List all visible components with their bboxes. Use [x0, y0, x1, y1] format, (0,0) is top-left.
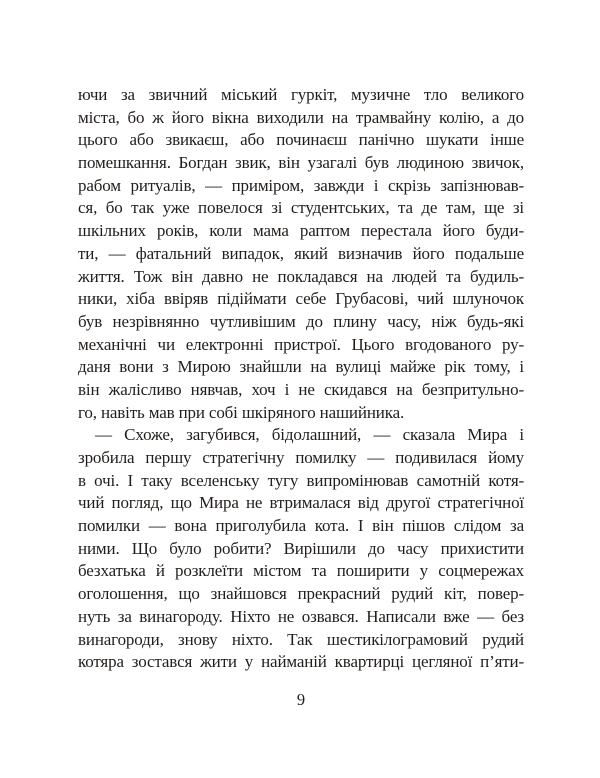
- text-line: нуть за винагороду. Ніхто не озвався. Написали вже — без: [78, 606, 524, 626]
- text-line: оголошення, що знайшовся прекрасний рудий кіт, повер-: [78, 584, 524, 604]
- text-line: го, навіть мав при собі шкіряного нашийника.: [78, 402, 405, 422]
- text-line: цього або звикаєш, або починаєш панічно шукати інше: [78, 130, 524, 150]
- paragraph: [78, 84, 524, 424]
- text-line: ними. Що було робити? Вирішили до часу прихистити: [78, 538, 524, 558]
- text-line: був незрівнянно чутливішим до плину часу, ніж будь-які: [78, 311, 524, 331]
- text-line: ючи за звичний міський гуркіт, музичне тло великого: [78, 85, 524, 104]
- text-line: механічні чи електронні пристрої. Цього вгодованого ру-: [78, 334, 524, 354]
- text-line: чий погляд, що Мира не втрималася від другої стратегічної: [78, 493, 524, 513]
- text-line: життя. Тож він давно не покладався на людей та будиль-: [78, 266, 524, 286]
- paragraph: [78, 424, 524, 674]
- text-line: міста, бо ж його вікна виходили на трамвайну колію, а до: [78, 107, 524, 127]
- text-line: ся, бо так уже повелося зі студентських, та де там, ще зі: [78, 198, 524, 218]
- text-line: ники, хіба ввіряв підіймати себе Грубасові, чий шлуночок: [78, 289, 524, 309]
- text-line: ти, — фатальний випадок, який визначив його подальше: [78, 243, 524, 263]
- text-line: зробила першу стратегічну помилку — подивилася йому: [78, 448, 524, 467]
- text-line: котяра зостався жити у найманій квартирці цегляної п’яти-: [78, 652, 524, 672]
- text-line: безхатька й розклеїти містом та поширити у соцмережах: [78, 561, 524, 581]
- text-line: помилки — вона приголубила кота. І він пішов слідом за: [78, 516, 524, 536]
- text-line: — Схоже, загубився, бідолашний, — сказала Мира і: [95, 425, 524, 445]
- text-line: даня вони з Мирою знайшли на вулиці майже рік тому, і: [78, 357, 524, 377]
- text-line: шкільних років, коли мама раптом перестала його буди-: [78, 221, 524, 241]
- text-line: в очі. І таку вселенську тугу випромінював самотній котя-: [78, 470, 524, 490]
- text-line: помешкання. Богдан звик, він узагалі був людиною звичок,: [78, 153, 524, 173]
- page-number: 9: [296, 689, 306, 709]
- text-line: винагороди, знову ніхто. Так шестикілограмовий рудий: [78, 629, 524, 649]
- text-block: [78, 84, 524, 710]
- text-line: рабом ритуалів, — приміром, завжди і скрізь запізнював-: [78, 175, 524, 195]
- text-line: він жалісливо нявчав, хоч і не скидався на безпритульно-: [78, 379, 524, 399]
